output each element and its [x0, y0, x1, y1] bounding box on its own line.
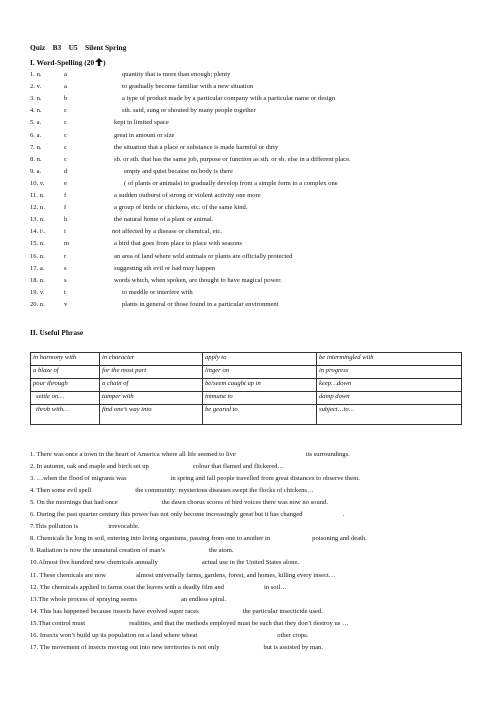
sentence-text-after: the community: mysterious diseases swept the flocks of chickens…: [135, 487, 314, 495]
sentence-text-before: 15.That control must: [30, 619, 86, 627]
sentence-text-before: 9. Radiation is now the unnatural creation of man’s: [30, 547, 165, 555]
sentence-text-after: poisoning and death.: [312, 535, 367, 543]
word-definition: plants in general or those found in a particular environment: [122, 300, 279, 308]
sentence-text-after: the atom.: [208, 547, 234, 555]
sentence-text-after: the dawn chorus scores of bird voices there was now no sound.: [161, 499, 328, 507]
sentence-item: [30, 607, 323, 616]
sentence-text-before: 5. On the mornings that had once: [30, 499, 118, 507]
word-definition: the natural home of a plant or animal.: [114, 216, 214, 224]
sentence-item: [30, 450, 350, 459]
sentence-text-before: 16. Insects won’t build up its population on a land where wheat: [30, 631, 198, 639]
section-word-spelling-label: I. Word-Spelling (20: [30, 58, 95, 67]
word-definition: sb. or sth. that has the same job, purpose or function as sth. or sb. else in a different place.: [114, 155, 351, 163]
phrase-cell: in character: [100, 353, 203, 366]
word-first-letter: r: [64, 252, 67, 260]
word-definition: words which, when spoken, are thought to have magical power.: [114, 276, 282, 284]
sentence-text-after: its surroundings.: [305, 451, 350, 458]
sentence-item: [30, 510, 344, 519]
word-first-letter: b: [64, 95, 68, 103]
word-first-letter: c: [64, 143, 67, 151]
phrase-cell: damp down: [317, 392, 462, 405]
sentence-text-before: 17. The movement of insects moving out into new territories is not only: [30, 643, 220, 651]
sentence-item: [30, 462, 284, 471]
word-definition: to gradually become familiar with a new situation: [122, 83, 254, 91]
word-first-letter: c: [64, 155, 67, 163]
sentence-item: [30, 522, 140, 531]
word-definition: ( of plants or animals) to gradually develop from a simple form to a complex one: [124, 179, 338, 187]
word-first-letter: s: [64, 264, 67, 272]
sentence-text-after: the particular insecticide used.: [242, 607, 323, 615]
sentence-text-before: 10.Almost five hundred new chemicals annually: [30, 559, 158, 567]
word-number: 13. n.: [30, 216, 45, 224]
sentence-text-after: actual use in the United States alone.: [201, 559, 300, 567]
sentence-item: [30, 546, 234, 555]
sentence-text-before: 13.The whole process of spraying seems: [30, 595, 137, 603]
word-number: 16. n.: [30, 252, 45, 260]
word-definition: sth. said, sung or shouted by many people together: [122, 107, 256, 115]
sentence-text-before: 2. In autumn, oak and maple and birch set up: [30, 463, 149, 471]
phrase-cell: tamper with: [100, 392, 203, 405]
section-useful-phrase-heading: II. Useful Phrase: [30, 328, 84, 337]
useful-phrase-table: [30, 352, 462, 425]
word-number: 15. n.: [30, 240, 45, 248]
phrase-cell: a chain of: [100, 379, 203, 392]
word-number: 10. v.: [30, 179, 45, 187]
word-first-letter: d: [64, 167, 68, 175]
up-arrow-icon: [95, 58, 106, 67]
word-first-letter: s: [64, 276, 67, 284]
word-definition: to meddle or interfere with: [122, 288, 193, 296]
word-first-letter: f: [64, 192, 67, 199]
sentence-item: [30, 643, 323, 652]
phrase-row: [31, 379, 462, 392]
phrase-cell: throb with…: [31, 405, 100, 425]
word-number: 12. n.: [30, 204, 45, 212]
sentence-text-after: an endless spiral.: [180, 595, 227, 603]
sentence-item: [30, 571, 335, 580]
section-word-spelling-suffix: ): [103, 58, 106, 67]
sentence-text-before: 4. Then some evil spell: [30, 487, 92, 495]
sentence-text-after: .: [342, 511, 345, 519]
word-number: 20. n.: [30, 300, 45, 308]
phrase-cell: be geared to: [203, 405, 317, 425]
word-number: 19. v.: [30, 288, 45, 296]
word-definition: kept in limited space: [114, 119, 169, 127]
word-first-letter: a: [64, 71, 67, 78]
sentence-text-before: 6. During the past quarter century this power has not only become increasingly great but it has changed: [30, 511, 303, 519]
word-number: 14. i\.: [30, 228, 46, 236]
phrase-cell: pour through: [31, 379, 100, 392]
word-definition: an area of land where wild animals or plants are officially protected: [114, 252, 293, 260]
sentence-item: [30, 498, 328, 507]
word-definition: a type of product made by a particular company with a particular name or design: [122, 95, 336, 103]
sentence-item: [30, 474, 360, 483]
word-definition: empty and quiet because no body is there: [124, 167, 233, 175]
word-first-letter: t: [64, 288, 66, 296]
word-definition: a group of birds or chickens, etc. of the same kind.: [114, 204, 248, 212]
word-number: 18. n.: [30, 276, 45, 284]
sentence-item: [30, 486, 314, 495]
phrase-row: [31, 392, 462, 405]
word-number: 6. a.: [30, 131, 42, 139]
word-number: 2. v.: [30, 83, 42, 91]
phrase-row: [31, 353, 462, 366]
word-definition: not affected by a disease or chemical, etc.: [112, 228, 222, 236]
word-definition: the situation that a place or substance is made harmful or dirty: [114, 143, 279, 151]
word-first-letter: a: [64, 83, 67, 91]
phrase-cell: find one’s way into: [100, 405, 203, 425]
word-number: 7. n.: [30, 143, 42, 151]
sentence-text-after: irrevocable.: [108, 523, 140, 531]
sentence-text-after: in spring and fall people travelled from great distances to observe them.: [170, 475, 360, 483]
sentence-text-after: realities, and that the methods employed must be such that they don’t destroy us …: [129, 619, 349, 627]
phrase-cell: subject…to…: [317, 405, 462, 425]
phrase-cell: linger on: [203, 366, 317, 379]
word-definition: quantity that is more than enough; plenty: [122, 71, 231, 78]
word-first-letter: c: [64, 131, 67, 139]
word-number: 4. n.: [30, 107, 42, 115]
word-first-letter: i: [64, 228, 66, 236]
phrase-row: [31, 366, 462, 379]
word-first-letter: e: [64, 179, 67, 187]
word-number: 1. n.: [30, 71, 42, 78]
sentence-text-before: 12. The chemicals applied to farms coat the leaves with a deadly film and: [30, 583, 224, 591]
sentence-text-before: 3. …when the flood of migrants was: [30, 475, 127, 483]
phrase-cell: in harmony with: [31, 353, 100, 366]
sentence-text-after: colour that flamed and flickered…: [192, 463, 285, 471]
sentence-text-before: 8. Chemicals lie long in soil, entering into living organisms, passing from one to another in: [30, 535, 271, 543]
sentence-item: [30, 583, 287, 592]
word-definition: a sudden outburst of strong or violent activity one more: [114, 192, 261, 199]
sentence-text-after: but is assisted by man.: [263, 643, 323, 651]
sentence-text-before: 1. There was once a town in the heart of America where all life seemed to live: [30, 451, 236, 458]
phrase-cell: in progress: [317, 366, 462, 379]
phrase-cell: settle on…: [31, 392, 100, 405]
sentence-text-after: almost universally farms, gardens, forest, and homes, killing every insect…: [135, 571, 336, 579]
phrase-cell: keep…down: [317, 379, 462, 392]
word-first-letter: c: [64, 107, 67, 115]
sentence-item: [30, 534, 367, 543]
quiz-title: Quiz B3 U5 Silent Spring: [30, 43, 127, 52]
sentence-item: [30, 619, 349, 628]
sentence-text-after: in soil…: [263, 583, 287, 591]
word-number: 17. a.: [30, 264, 45, 272]
word-first-letter: f: [64, 204, 67, 212]
sentence-text-after: other crops.: [277, 631, 309, 639]
word-number: 5. a.: [30, 119, 42, 127]
word-number: 8. n.: [30, 155, 42, 163]
word-definition: suggesting sth evil or bad may happen: [114, 264, 216, 272]
phrase-cell: a blaze of: [31, 366, 100, 379]
word-first-letter: h: [64, 216, 68, 224]
sentence-text-before: 14. This has happened because insects have evolved super races: [30, 607, 199, 615]
word-first-letter: v: [64, 300, 68, 308]
sentence-item: [30, 595, 226, 604]
word-definition: great in amount or size: [114, 131, 175, 139]
word-first-letter: c: [64, 119, 67, 127]
word-number: 11. n.: [30, 192, 45, 199]
phrase-cell: be/seem caught up in: [203, 379, 317, 392]
sentence-item: [30, 558, 299, 567]
word-first-letter: m: [64, 240, 70, 248]
sentence-item: [30, 631, 308, 640]
phrase-cell: for the most part: [100, 366, 203, 379]
phrase-cell: apply to: [203, 353, 317, 366]
word-number: 3. n.: [30, 95, 42, 103]
phrase-cell: be intermingled with: [317, 353, 462, 366]
word-number: 9. a.: [30, 167, 42, 175]
word-definition: a bird that goes from place to place with seasons: [114, 240, 242, 248]
section-word-spelling-heading: [30, 58, 106, 67]
phrase-cell: immune to: [203, 392, 317, 405]
phrase-row: [31, 405, 462, 425]
sentence-text-before: 11. These chemicals are now: [30, 571, 106, 579]
sentence-text-before: 7.This pollution is: [30, 523, 79, 531]
